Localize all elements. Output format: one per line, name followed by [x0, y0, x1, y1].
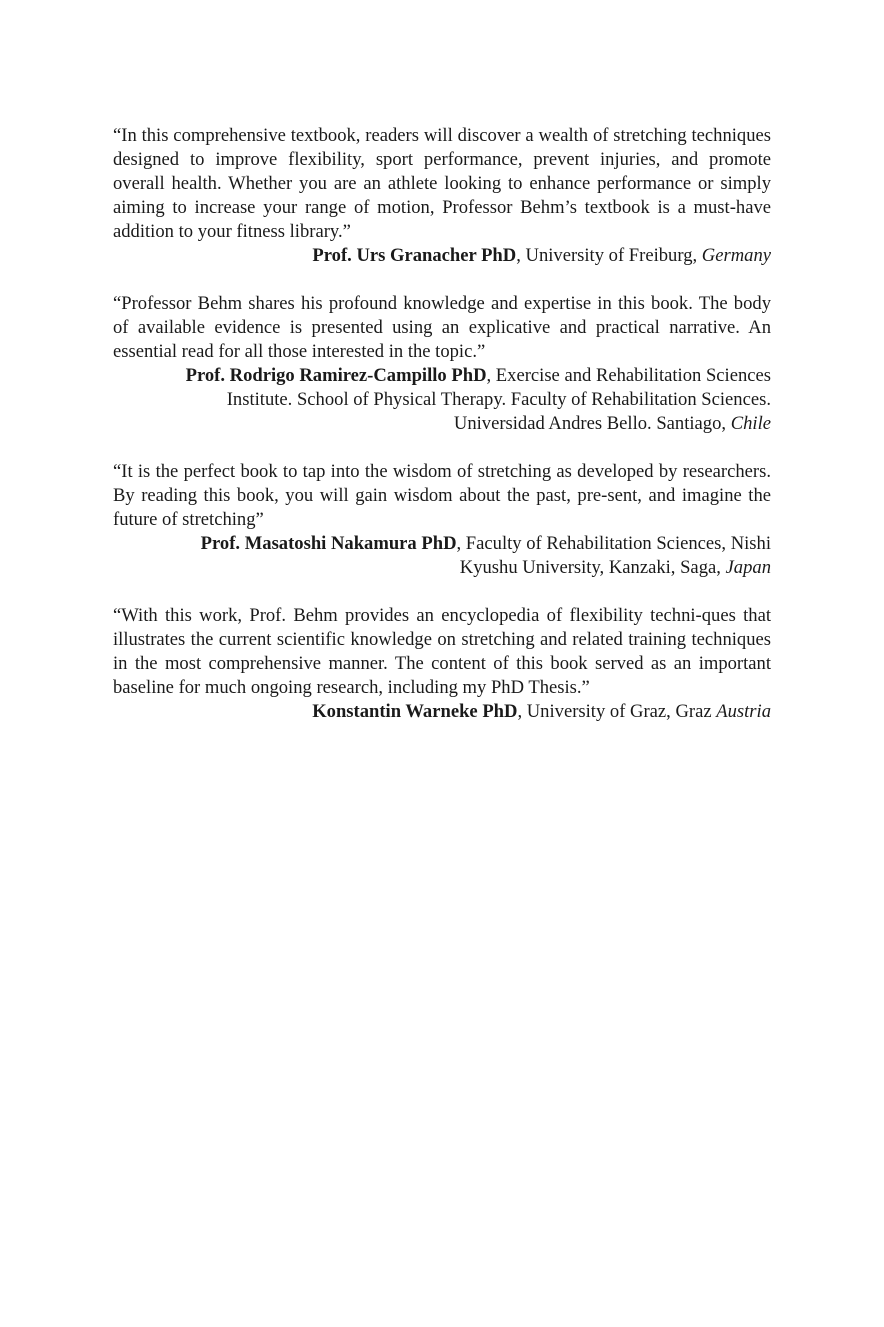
attribution-line: [113, 532, 771, 556]
attribution-line: [113, 556, 771, 580]
endorsement-attribution: [113, 364, 771, 436]
endorser-affiliation: , Exercise and Rehabilitation Sciences: [486, 365, 771, 386]
endorsement-attribution: [113, 532, 771, 580]
endorsement-quote: “In this comprehensive textbook, readers will discover a wealth of stretching techniques designed to improve flexibility, sport performance, prevent injuries, and promote overall health. Whether you are an athlete looking to enhance performance or simply aiming to increase your range of motion, Professor Behm’s textbook is a must-have addition to your fitness library.”: [113, 125, 771, 242]
endorsement: [113, 604, 771, 724]
endorser-affiliation: , University of Graz, Graz: [517, 701, 717, 722]
endorsement-attribution: [113, 700, 771, 724]
attribution-line: [113, 412, 771, 436]
endorser-affiliation: , University of Freiburg,: [516, 245, 702, 266]
attribution-line: [113, 364, 771, 388]
attribution-line: Institute. School of Physical Therapy. Faculty of Rehabilitation Sciences.: [226, 389, 771, 410]
endorser-country: Japan: [725, 557, 771, 578]
endorsements-page: [113, 124, 771, 748]
endorsement: [113, 292, 771, 436]
endorser-affiliation: Kyushu University, Kanzaki, Saga,: [459, 557, 726, 578]
endorser-name: Prof. Masatoshi Nakamura PhD: [200, 533, 457, 554]
attribution-line: [113, 700, 771, 724]
endorser-name: Prof. Urs Granacher PhD: [312, 245, 517, 266]
endorsement-quote: “With this work, Prof. Behm provides an encyclopedia of flexibility techni-ques that illustrates the current scientific knowledge on stretching and related training techniques in the most comprehensive manner. The content of this book served as an important baseline for much ongoing research, including my PhD Thesis.”: [113, 605, 771, 698]
endorsement: [113, 124, 771, 268]
endorsement: [113, 460, 771, 580]
endorser-country: Austria: [716, 701, 771, 722]
endorser-affiliation: Universidad Andres Bello. Santiago,: [453, 413, 731, 434]
endorsement-attribution: [113, 244, 771, 268]
endorser-name: Konstantin Warneke PhD: [312, 701, 518, 722]
endorser-country: Chile: [730, 413, 771, 434]
attribution-line: [113, 244, 771, 268]
endorsement-quote: “Professor Behm shares his profound knowledge and expertise in this book. The body of available evidence is presented using an explicative and practical narrative. An essential read for all those interested in the topic.”: [113, 293, 771, 362]
endorser-affiliation: , Faculty of Rehabilitation Sciences, Nishi: [456, 533, 771, 554]
endorser-country: Germany: [701, 245, 771, 266]
endorser-name: Prof. Rodrigo Ramirez-Campillo PhD: [185, 365, 487, 386]
endorsement-quote: “It is the perfect book to tap into the wisdom of stretching as developed by researchers. By reading this book, you will gain wisdom about the past, pre-sent, and imagine the future of stretching”: [113, 461, 771, 530]
